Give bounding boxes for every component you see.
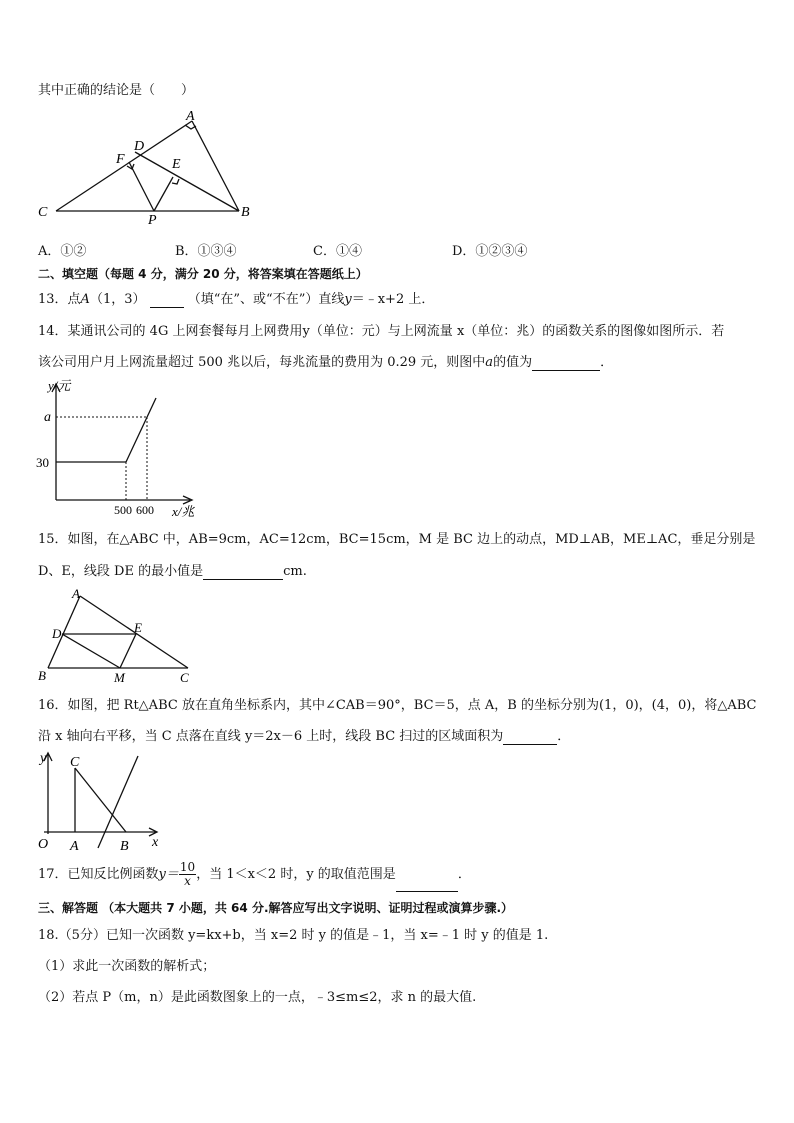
- label-P: P: [148, 213, 157, 228]
- label-D: D: [52, 626, 62, 641]
- question-18-part1: （1）求此一次函数的解析式；: [38, 959, 216, 974]
- label-A: A: [70, 839, 79, 854]
- label-M: M: [114, 670, 125, 685]
- option-a: A．①②: [38, 244, 87, 259]
- label-C: C: [38, 205, 48, 220]
- question-14-line1: 14．某通讯公司的 4G 上网套餐每月上网费用y（单位：元）与上网流量 x（单位：兆）的函数关系的图像如图所示．若: [38, 324, 725, 339]
- question-intro: 其中正确的结论是（ ）: [38, 83, 195, 98]
- label-E: E: [172, 157, 181, 172]
- tick-30: 30: [36, 455, 49, 470]
- label-F: F: [116, 152, 125, 167]
- answer-blank-13[interactable]: [150, 294, 184, 308]
- y-axis-label: y/元: [48, 378, 71, 393]
- option-d: D．①②③④: [452, 244, 528, 259]
- label-E: E: [134, 620, 142, 635]
- label-B: B: [120, 839, 129, 854]
- label-D: D: [134, 139, 145, 154]
- question-15-line1: 15．如图，在△ABC 中，AB=9cm，AC=12cm，BC=15cm，M 是 BC 边上的动点，MD⊥AB，ME⊥AC，垂足分别是: [38, 532, 756, 547]
- question-13: 13．点A（1，3） （填“在”、或“不在”）直线y＝﹣x+2 上．: [38, 292, 435, 307]
- label-C: C: [180, 670, 189, 685]
- question-16-line1: 16．如图，把 Rt△ABC 放在直角坐标系内，其中∠CAB＝90°，BC＝5，点 A，B 的坐标分别为(1，0)，(4，0)，将△ABC: [38, 698, 757, 713]
- origin-label: O: [38, 837, 49, 852]
- question-15-line2: D、E，线段 DE 的最小值是 cm.: [38, 564, 307, 579]
- section-heading-solutions: 三、解答题 （本大题共 7 小题，共 64 分.解答应写出文字说明、证明过程或演算步骤.）: [38, 901, 514, 915]
- triangle-figure-q12: [30, 108, 270, 228]
- tick-500: 500: [114, 503, 132, 517]
- answer-blank-17[interactable]: [396, 878, 458, 892]
- a-tick-label: a: [44, 410, 51, 425]
- label-B: B: [241, 205, 250, 220]
- tick-600: 600: [136, 503, 154, 517]
- function-graph-q14: [30, 380, 220, 520]
- option-b: B．①③④: [175, 244, 237, 259]
- answer-blank-15[interactable]: [203, 566, 283, 580]
- option-c: C．①④: [313, 244, 362, 259]
- question-18-part2: （2）若点 P（m，n）是此函数图象上的一点，﹣3≤m≤2，求 n 的最大值.: [38, 990, 477, 1005]
- x-axis-label: x/兆: [172, 504, 195, 519]
- question-18-stem: 18.（5分）已知一次函数 y=kx+b，当 x=2 时 y 的值是﹣1，当 x=﹣1 时 y 的值是 1.: [38, 928, 549, 943]
- question-16-line2: 沿 x 轴向右平移，当 C 点落在直线 y＝2x－6 上时，线段 BC 扫过的区域面积为 ．: [38, 729, 571, 744]
- label-C: C: [70, 755, 80, 770]
- question-14-line2: 该公司用户月上网流量超过 500 兆以后，每兆流量的费用为 0.29 元，则图中a的值为 ．: [38, 355, 614, 370]
- question-17: 17．已知反比例函数y＝ $\frac{10}{x}$ ，当 1＜x＜2 时，y 的取值范围是 ．: [38, 858, 471, 892]
- section-heading-fill-blank: 二、填空题（每题 4 分，满分 20 分，将答案填在答题纸上）: [38, 267, 368, 281]
- label-B: B: [38, 668, 46, 683]
- y-axis-label: y: [40, 751, 47, 766]
- label-A: A: [72, 586, 80, 601]
- answer-blank-16[interactable]: [503, 731, 557, 745]
- coordinate-figure-q16: [30, 748, 180, 856]
- label-A: A: [186, 109, 195, 124]
- triangle-figure-q15: [30, 588, 210, 688]
- x-axis-label: x: [152, 835, 159, 850]
- fraction-10-over-x: $\frac{10}{x}$: [179, 860, 196, 888]
- answer-blank-14[interactable]: [532, 357, 600, 371]
